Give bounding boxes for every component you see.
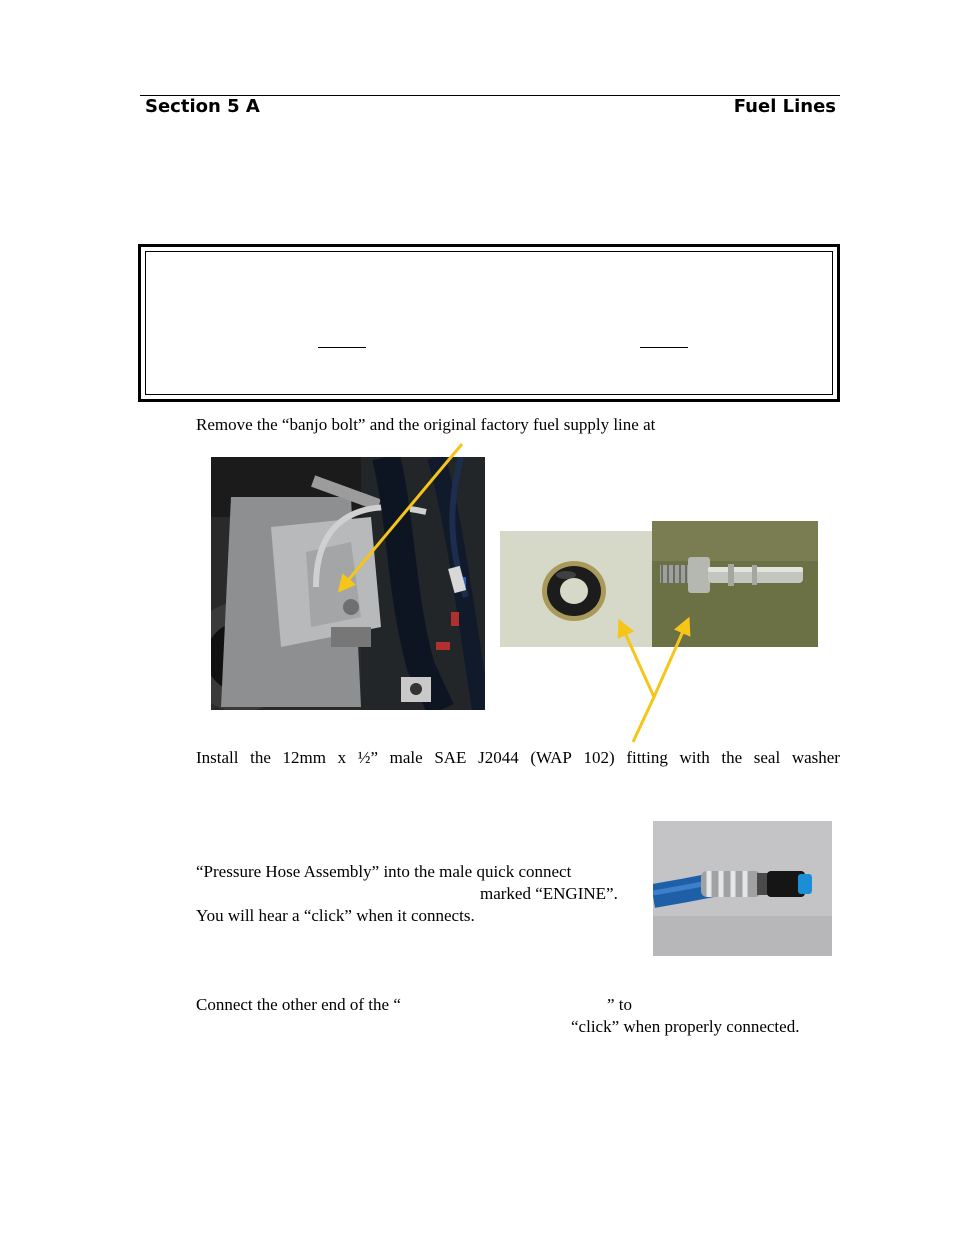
step2-word: x: [337, 748, 347, 767]
step2-word: 12mm: [282, 748, 326, 767]
step2-word: 102): [583, 748, 615, 767]
step2-text: [196, 747, 840, 769]
page-title: Fuel Lines: [733, 96, 836, 117]
section-label: Section 5 A: [145, 96, 260, 117]
step2-word: SAE: [434, 748, 467, 767]
banjo-bolt-arrow: [340, 444, 462, 590]
step2-word: J2044: [478, 748, 519, 767]
step2-word: ½”: [357, 748, 379, 767]
pressure-hose-quick-connect-photo: [653, 821, 832, 956]
step4-line2: “click” when properly connected.: [571, 1017, 800, 1036]
step3-line3: You will hear a “click” when it connects.: [196, 906, 475, 925]
step2-word: male: [389, 748, 423, 767]
step3-line2: marked “ENGINE”.: [480, 884, 618, 903]
step2-word: the: [250, 748, 271, 767]
step3-line1: “Pressure Hose Assembly” into the male quick connect: [196, 862, 572, 881]
step4-line1-start: Connect the other end of the “: [196, 995, 401, 1014]
washer-arrow: [620, 622, 654, 697]
step1-text: Remove the “banjo bolt” and the original factory fuel supply line at: [196, 415, 656, 434]
fitting-arrow: [654, 620, 688, 697]
arrow-stem: [633, 697, 654, 742]
step2-word: washer: [791, 748, 840, 767]
step2-word: seal: [753, 748, 781, 767]
step4-line1-end: ” to: [607, 995, 633, 1014]
step2-word: the: [721, 748, 743, 767]
step2-word: (WAP: [530, 748, 572, 767]
hose-photo-graphic: [653, 821, 832, 956]
step2-word: with: [679, 748, 710, 767]
step2-word: Install: [196, 748, 239, 767]
step2-word: fitting: [626, 748, 668, 767]
